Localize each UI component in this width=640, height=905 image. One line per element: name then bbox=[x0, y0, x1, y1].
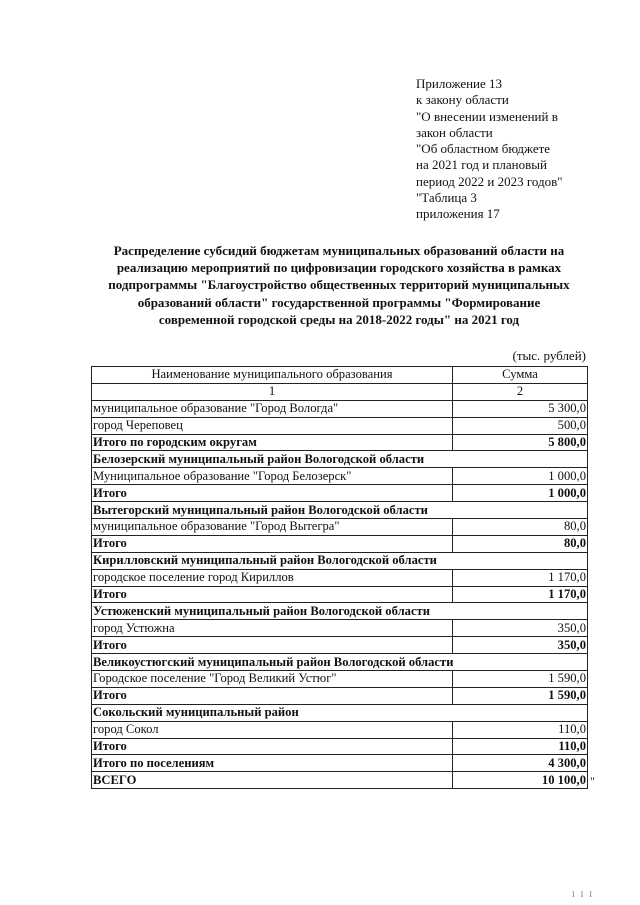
row-sum: 1 000,0 bbox=[453, 468, 588, 485]
table-row bbox=[92, 620, 588, 637]
section-row bbox=[92, 704, 588, 721]
row-name: Муниципальное образование "Город Белозерск" bbox=[92, 468, 453, 485]
table-row bbox=[92, 569, 588, 586]
table-row bbox=[92, 417, 588, 434]
row-sum: 110,0 bbox=[453, 721, 588, 738]
section-row bbox=[92, 603, 588, 620]
total-row bbox=[92, 738, 588, 755]
total-row bbox=[92, 687, 588, 704]
row-name: Итого bbox=[92, 637, 453, 654]
row-sum: 10 100,0 bbox=[453, 772, 588, 789]
row-sum: 80,0 bbox=[453, 519, 588, 536]
row-sum: 1 590,0 bbox=[453, 671, 588, 688]
row-sum: 1 590,0 bbox=[453, 687, 588, 704]
section-row bbox=[92, 654, 588, 671]
appendix-line: "О внесении изменений в bbox=[416, 108, 558, 124]
row-name: Итого bbox=[92, 535, 453, 552]
appendix-line: закон области bbox=[416, 124, 493, 140]
total-row bbox=[92, 755, 588, 772]
document-title bbox=[92, 242, 586, 328]
row-name: Итого bbox=[92, 586, 453, 603]
row-sum: 350,0 bbox=[453, 620, 588, 637]
row-sum: 1 170,0 bbox=[453, 569, 588, 586]
row-sum: 1 000,0 bbox=[453, 485, 588, 502]
title-line: современной городской среды на 2018-2022 годы" на 2021 год bbox=[158, 311, 520, 327]
table-row bbox=[92, 721, 588, 738]
row-sum: 5 300,0 bbox=[453, 400, 588, 417]
row-name: Итого bbox=[92, 485, 453, 502]
section-name: Великоустюгский муниципальный район Вологодской области bbox=[92, 654, 588, 671]
subsidy-table bbox=[91, 366, 588, 789]
section-name: Вытегорский муниципальный район Вологодской области bbox=[92, 502, 588, 519]
appendix-line: приложения 17 bbox=[416, 206, 500, 222]
row-sum: 1 170,0 bbox=[453, 586, 588, 603]
appendix-line: "Об областном бюджете bbox=[416, 141, 551, 157]
header-sum: Сумма bbox=[453, 367, 588, 384]
header-name: Наименование муниципального образования bbox=[92, 367, 453, 384]
row-name: ВСЕГО bbox=[92, 772, 453, 789]
row-sum: 350,0 bbox=[453, 637, 588, 654]
total-row bbox=[92, 772, 588, 789]
units-label: (тыс. рублей) bbox=[512, 348, 586, 363]
appendix-line: период 2022 и 2023 годов" bbox=[416, 173, 563, 189]
row-name: Итого по поселениям bbox=[92, 755, 453, 772]
table-row bbox=[92, 671, 588, 688]
total-row bbox=[92, 535, 588, 552]
appendix-line: Приложение 13 bbox=[416, 76, 503, 91]
total-row bbox=[92, 485, 588, 502]
title-line: Распределение субсидий бюджетам муниципальных образований области на bbox=[113, 243, 565, 258]
total-row bbox=[92, 434, 588, 451]
row-sum: 4 300,0 bbox=[453, 755, 588, 772]
section-row bbox=[92, 502, 588, 519]
appendix-header bbox=[416, 76, 563, 223]
column-number-2: 2 bbox=[453, 383, 588, 400]
title-line: подпрограммы "Благоустройство общественных территорий муниципальных bbox=[108, 277, 570, 293]
row-name: Итого bbox=[92, 687, 453, 704]
row-name: муниципальное образование "Город Вологда" bbox=[92, 400, 453, 417]
appendix-line: на 2021 год и плановый bbox=[416, 157, 547, 173]
section-name: Белозерский муниципальный район Вологодской области bbox=[92, 451, 588, 468]
total-row bbox=[92, 637, 588, 654]
section-row bbox=[92, 552, 588, 569]
row-sum: 5 800,0 bbox=[453, 434, 588, 451]
row-name: Итого bbox=[92, 738, 453, 755]
row-name: Городское поселение "Город Великий Устюг" bbox=[92, 671, 453, 688]
title-line: реализацию мероприятий по цифровизации городского хозяйства в рамках bbox=[116, 260, 562, 276]
row-name: город Череповец bbox=[92, 417, 453, 434]
section-name: Кирилловский муниципальный район Вологодской области bbox=[92, 552, 588, 569]
table-row bbox=[92, 400, 588, 417]
row-name: муниципальное образование "Город Вытегра" bbox=[92, 519, 453, 536]
column-number-row bbox=[92, 383, 588, 400]
section-row bbox=[92, 451, 588, 468]
page-mark: I I I bbox=[572, 890, 594, 899]
row-sum: 80,0 bbox=[453, 535, 588, 552]
table-header-row bbox=[92, 367, 588, 384]
row-name: город Сокол bbox=[92, 721, 453, 738]
title-line: образований области" государственной программы "Формирование bbox=[137, 294, 541, 310]
row-name: городское поселение город Кириллов bbox=[92, 569, 453, 586]
row-sum: 110,0 bbox=[453, 738, 588, 755]
table-row bbox=[92, 519, 588, 536]
section-name: Устюженский муниципальный район Вологодской области bbox=[92, 603, 588, 620]
appendix-line: "Таблица 3 bbox=[416, 190, 477, 206]
appendix-line: к закону области bbox=[416, 92, 509, 108]
section-name: Сокольский муниципальный район bbox=[92, 704, 588, 721]
row-name: город Устюжна bbox=[92, 620, 453, 637]
table-row bbox=[92, 468, 588, 485]
closing-quote: " bbox=[590, 774, 595, 788]
row-name: Итого по городским округам bbox=[92, 434, 453, 451]
column-number-1: 1 bbox=[92, 383, 453, 400]
total-row bbox=[92, 586, 588, 603]
row-sum: 500,0 bbox=[453, 417, 588, 434]
